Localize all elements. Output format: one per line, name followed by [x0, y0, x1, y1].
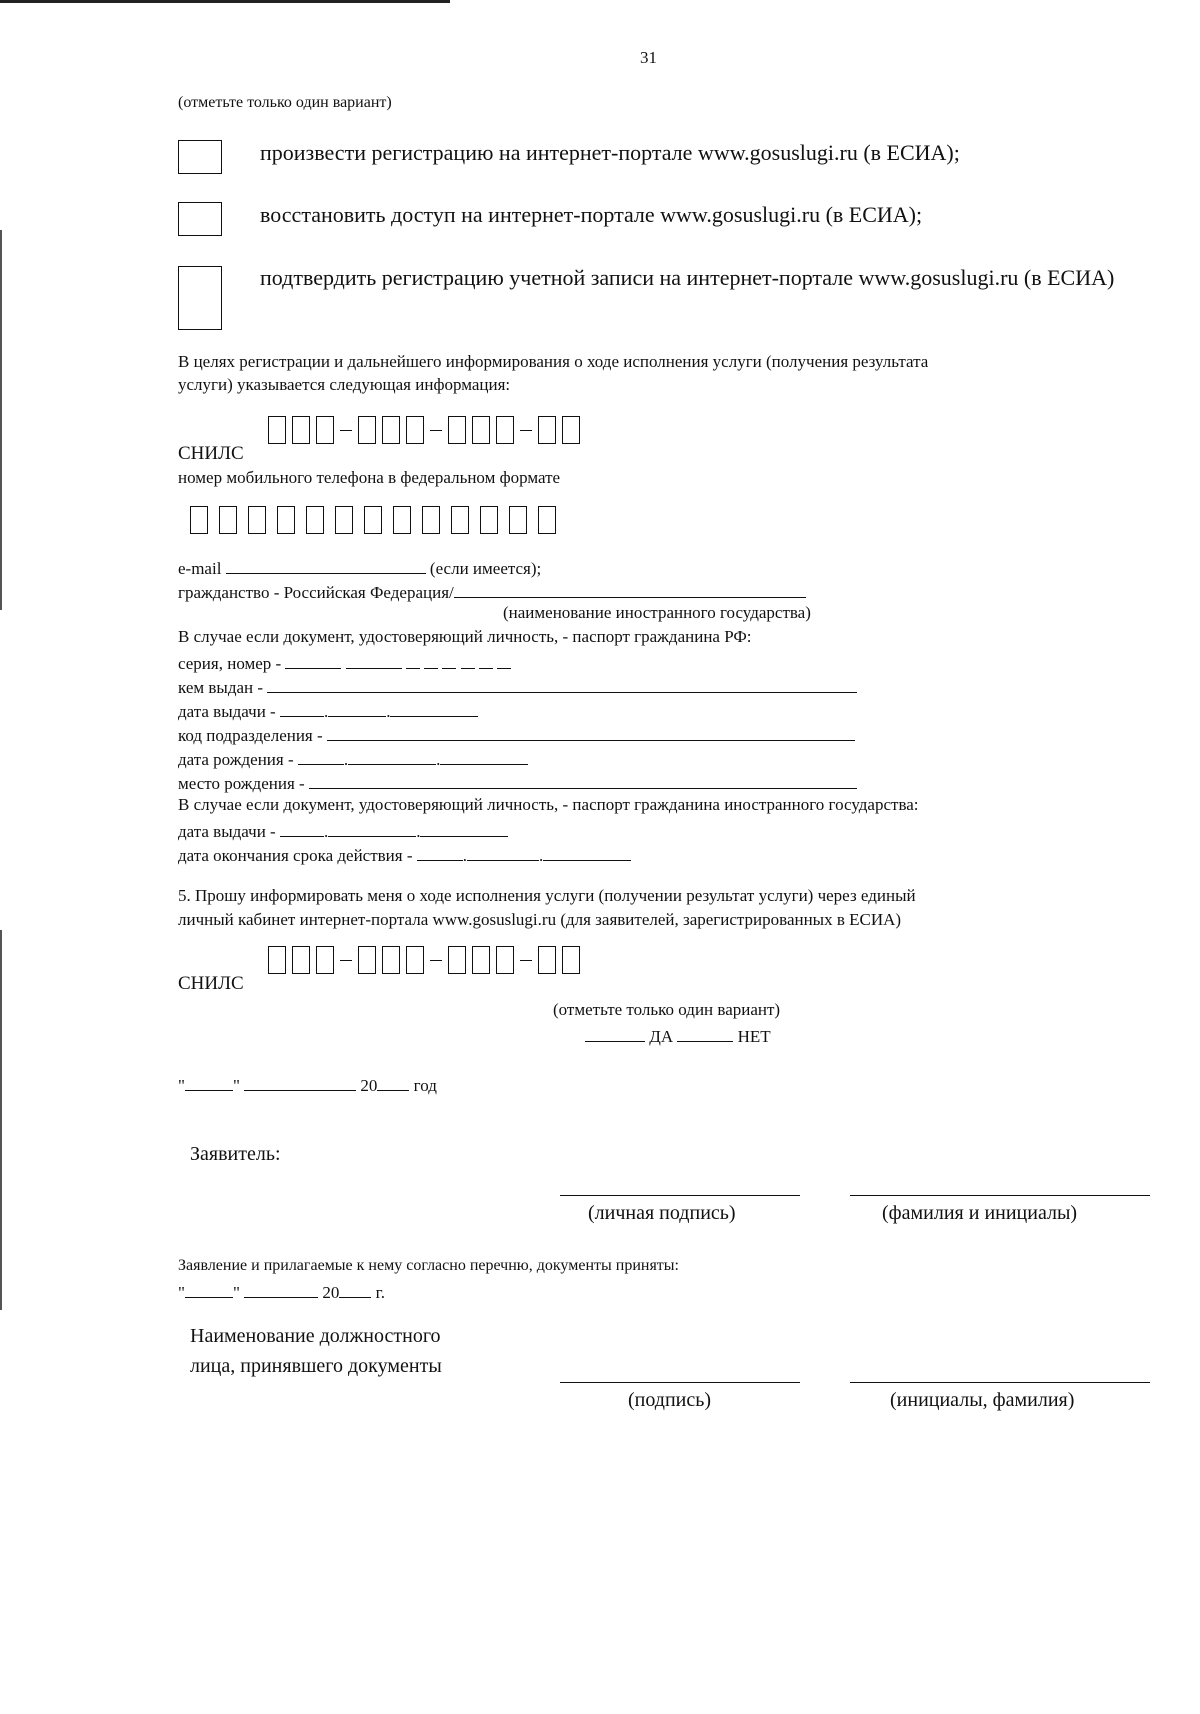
digit-cell[interactable]	[562, 416, 580, 444]
month-field[interactable]	[328, 699, 386, 717]
option-register-checkbox[interactable]	[178, 140, 222, 174]
email-field[interactable]	[226, 556, 426, 574]
digit-cell[interactable]	[448, 946, 466, 974]
phone-label: номер мобильного телефона в федеральном формате	[178, 468, 561, 487]
option-confirm-label: подтвердить регистрацию учетной записи на интернет-портале www.gosuslugi.ru (в ЕСИА)	[260, 265, 1115, 290]
ru-passport-header: В случае если документ, удостоверяющий личность, - паспорт гражданина РФ:	[178, 627, 752, 646]
separator-dash	[520, 960, 532, 961]
accepted-text: Заявление и прилагаемые к нему согласно перечню, документы приняты:	[178, 1257, 679, 1274]
birth-place-field[interactable]	[309, 771, 857, 789]
accepted-date-row	[178, 1280, 385, 1303]
birth-date-row: дата рождения - . .	[178, 747, 528, 770]
digit-cell[interactable]	[448, 416, 466, 444]
scan-edge-left	[0, 230, 2, 610]
year-field[interactable]	[543, 843, 631, 861]
digit-cell[interactable]	[268, 946, 286, 974]
digit-cell[interactable]	[472, 946, 490, 974]
birth-place-label: место рождения -	[178, 774, 305, 793]
series-number-row	[178, 651, 511, 674]
citizenship-row	[178, 580, 806, 603]
separator-dash	[430, 960, 442, 961]
surname-initials-caption: (фамилия и инициалы)	[882, 1202, 1078, 1224]
official-line-2: лица, принявшего документы	[190, 1355, 442, 1377]
issue-date-label: дата выдачи -	[178, 702, 276, 721]
month-field[interactable]	[467, 843, 539, 861]
snils-label-2: СНИЛС	[178, 973, 244, 994]
digit-cell[interactable]	[538, 506, 556, 534]
digit-cell[interactable]	[292, 946, 310, 974]
yes-no-row	[585, 1024, 771, 1047]
digit-cell[interactable]	[364, 506, 382, 534]
series-number-label: серия, номер -	[178, 654, 282, 673]
digit-cell[interactable]	[393, 506, 411, 534]
item5-line-2: личный кабинет интернет-портала www.gosuslugi.ru (для заявителей, зарегистрированных в ЕСИА)	[178, 910, 902, 929]
personal-signature-line[interactable]	[560, 1195, 800, 1196]
phone-input[interactable]	[190, 506, 556, 534]
digit-cell[interactable]	[358, 416, 376, 444]
foreign-passport-header: В случае если документ, удостоверяющий личность, - паспорт гражданина иностранного государства:	[178, 795, 919, 814]
digit-cell[interactable]	[406, 416, 424, 444]
date-row	[178, 1073, 437, 1096]
month-field[interactable]	[244, 1073, 356, 1091]
initials-surname-caption: (инициалы, фамилия)	[890, 1389, 1075, 1411]
number-field[interactable]	[442, 651, 456, 669]
year-prefix: 20	[322, 1283, 340, 1302]
applicant-label: Заявитель:	[190, 1143, 281, 1165]
separator-dash	[430, 430, 442, 431]
series-field[interactable]	[346, 651, 402, 669]
digit-cell[interactable]	[496, 416, 514, 444]
digit-cell[interactable]	[316, 416, 334, 444]
initials-surname-line[interactable]	[850, 1382, 1150, 1383]
choice-hint-2: (отметьте только один вариант)	[553, 1000, 781, 1019]
month-field[interactable]	[348, 747, 436, 765]
signature-caption: (подпись)	[628, 1389, 712, 1411]
digit-cell[interactable]	[382, 416, 400, 444]
quote-open: "	[178, 1283, 185, 1302]
digit-cell[interactable]	[292, 416, 310, 444]
day-field[interactable]	[298, 747, 344, 765]
email-label: e-mail	[178, 559, 222, 578]
digit-cell[interactable]	[306, 506, 324, 534]
digit-cell[interactable]	[406, 946, 424, 974]
digit-cell[interactable]	[248, 506, 266, 534]
issued-by-row	[178, 675, 857, 698]
option-restore-label: восстановить доступ на интернет-портале www.gosuslugi.ru (в ЕСИА);	[260, 202, 923, 227]
option-register-label: произвести регистрацию на интернет-портале www.gosuslugi.ru (в ЕСИА);	[260, 140, 960, 165]
digit-cell[interactable]	[335, 506, 353, 534]
digit-cell[interactable]	[509, 506, 527, 534]
day-field[interactable]	[280, 699, 324, 717]
digit-cell[interactable]	[219, 506, 237, 534]
personal-signature-caption: (личная подпись)	[588, 1202, 736, 1224]
snils-input-2[interactable]	[268, 946, 580, 974]
number-field[interactable]	[406, 651, 420, 669]
year-word: год	[413, 1076, 437, 1095]
no-field[interactable]	[677, 1024, 733, 1042]
year-prefix: 20	[360, 1076, 378, 1095]
year-field[interactable]	[339, 1280, 371, 1298]
digit-cell[interactable]	[277, 506, 295, 534]
item5-line-1: 5. Прошу информировать меня о ходе исполнения услуги (получении результат услуги) через единый	[178, 886, 916, 905]
year-field[interactable]	[440, 747, 528, 765]
year-field[interactable]	[377, 1073, 409, 1091]
birth-date-label: дата рождения -	[178, 750, 294, 769]
scan-edge-top	[0, 0, 450, 3]
number-field[interactable]	[497, 651, 511, 669]
digit-cell[interactable]	[316, 946, 334, 974]
option-confirm-checkbox[interactable]	[178, 266, 222, 330]
foreign-state-note: (наименование иностранного государства)	[503, 603, 811, 622]
foreign-state-field[interactable]	[454, 580, 806, 598]
year-field[interactable]	[390, 699, 478, 717]
digit-cell[interactable]	[496, 946, 514, 974]
month-field[interactable]	[328, 819, 416, 837]
scan-edge-left-2	[0, 930, 2, 1310]
separator-dash	[340, 430, 352, 431]
citizenship-label: гражданство - Российская Федерация/	[178, 583, 454, 602]
digit-cell[interactable]	[268, 416, 286, 444]
foreign-issue-date-label: дата выдачи -	[178, 822, 276, 841]
number-field[interactable]	[479, 651, 493, 669]
choice-hint: (отметьте только один вариант)	[178, 94, 392, 111]
day-field[interactable]	[185, 1280, 233, 1298]
signature-line[interactable]	[560, 1382, 800, 1383]
year-field[interactable]	[420, 819, 508, 837]
option-restore-checkbox[interactable]	[178, 202, 222, 236]
day-field[interactable]	[417, 843, 463, 861]
snils-input-1[interactable]	[268, 416, 580, 444]
intro-line-1: В целях регистрации и дальнейшего информирования о ходе исполнения услуги (получения результата	[178, 352, 929, 371]
quote-close: "	[232, 1283, 240, 1302]
issued-by-label: кем выдан -	[178, 678, 264, 697]
digit-cell[interactable]	[451, 506, 469, 534]
email-row	[178, 556, 541, 579]
issue-date-row: дата выдачи - . .	[178, 699, 478, 722]
digit-cell[interactable]	[358, 946, 376, 974]
intro-line-2: услуги) указывается следующая информация:	[178, 375, 511, 394]
separator-dash	[520, 430, 532, 431]
foreign-issue-date-row: дата выдачи - . .	[178, 819, 508, 842]
division-code-field[interactable]	[327, 723, 855, 741]
expiry-date-label: дата окончания срока действия -	[178, 846, 413, 865]
snils-label: СНИЛС	[178, 443, 244, 464]
official-line-1: Наименование должностного	[190, 1325, 441, 1347]
digit-cell[interactable]	[422, 506, 440, 534]
digit-cell[interactable]	[562, 946, 580, 974]
email-note: (если имеется);	[429, 559, 542, 578]
day-field[interactable]	[280, 819, 324, 837]
page-number: 31	[640, 48, 657, 67]
digit-cell[interactable]	[538, 416, 556, 444]
number-field[interactable]	[461, 651, 475, 669]
no-label: НЕТ	[737, 1027, 771, 1046]
digit-cell[interactable]	[538, 946, 556, 974]
year-short: г.	[375, 1283, 385, 1302]
division-code-label: код подразделения -	[178, 726, 323, 745]
digit-cell[interactable]	[480, 506, 498, 534]
day-field[interactable]	[185, 1073, 233, 1091]
issued-by-field[interactable]	[267, 675, 857, 693]
yes-label: ДА	[649, 1027, 674, 1046]
separator-dash	[340, 960, 352, 961]
digit-cell[interactable]	[382, 946, 400, 974]
number-field[interactable]	[424, 651, 438, 669]
month-field[interactable]	[244, 1280, 318, 1298]
quote-open: "	[178, 1076, 185, 1095]
digit-cell[interactable]	[190, 506, 208, 534]
expiry-date-row: дата окончания срока действия - . .	[178, 843, 631, 866]
series-field[interactable]	[285, 651, 341, 669]
surname-initials-line[interactable]	[850, 1195, 1150, 1196]
birth-place-row	[178, 771, 857, 794]
quote-close: "	[232, 1076, 240, 1095]
division-code-row	[178, 723, 855, 746]
yes-field[interactable]	[585, 1024, 645, 1042]
digit-cell[interactable]	[472, 416, 490, 444]
